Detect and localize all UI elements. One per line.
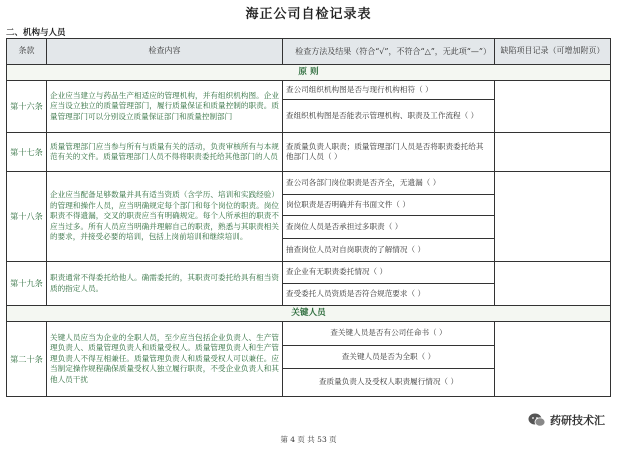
article-label: 第十八条 (7, 172, 47, 262)
category-key-personnel: 关键人员 (7, 306, 611, 322)
page-number: 第 4 页 共 53 页 (280, 435, 337, 444)
table-row (7, 322, 611, 346)
check-item: 查关键人员是否有公司任命书（ ） (283, 322, 495, 346)
check-item: 岗位职责是否明确并有书面文件（ ） (283, 195, 495, 216)
check-item: 查质量负责人职责；质量管理部门人员是否将职责委托给其他部门人员（ ） (283, 133, 495, 172)
article-content: 职责通常不得委托给他人。确需委托的，其职责可委托给具有相当资质的指定人员。 (47, 262, 283, 306)
defect-record-cell[interactable] (495, 322, 611, 397)
article-content: 企业应当配备足够数量并具有适当资质（含学历、培训和实践经验）的管理和操作人员，应当明确规定每个部门和每个岗位的职责。岗位职责不得遗漏，交叉的职责应当有明确规定。每个人所承担的职责不应当过多。所有人员应当明确并理解自己的职责，熟悉与其职责相关的要求，并接受必要的培训，包括上岗前培训和继续培训。 (47, 172, 283, 262)
check-item: 查企业有无职责委托情况（ ） (283, 262, 495, 284)
wechat-icon (528, 412, 546, 428)
article-label: 第二十条 (7, 322, 47, 397)
table-row (7, 262, 611, 284)
header-content: 检查内容 (47, 39, 283, 65)
article-content: 关键人员应当为企业的全职人员，至少应当包括企业负责人、生产管理负责人、质量管理负责人和质量受权人。质量管理负责人和生产管理负责人不得互相兼任。质量管理负责人和质量受权人可以兼任。应当制定操作规程确保质量受权人独立履行职责，不受企业负责人和其他人员干扰 (47, 322, 283, 397)
table-row (7, 81, 611, 100)
check-item: 查公司组织机构图是否与现行机构相符（ ） (283, 81, 495, 100)
inspection-table (6, 38, 611, 397)
article-content: 企业应当建立与药品生产相适应的管理机构，并有组织机构图。企业应当设立独立的质量管理部门，履行质量保证和质量控制的职责。质量管理部门可以分别设立质量保证部门和质量控制部门 (47, 81, 283, 133)
defect-record-cell[interactable] (495, 81, 611, 133)
check-item: 查受委托人员资质是否符合规范要求（ ） (283, 284, 495, 306)
defect-record-cell[interactable] (495, 133, 611, 172)
watermark-text: 药研技术汇 (550, 414, 605, 427)
table-row (7, 172, 611, 195)
table-row (7, 133, 611, 172)
category-row-key-personnel (7, 306, 611, 322)
defect-record-cell[interactable] (495, 172, 611, 262)
header-record: 缺陷项目记录（可增加附页） (495, 39, 611, 65)
table-header-row (7, 39, 611, 65)
section-heading: 二、机构与人员 (6, 28, 66, 38)
header-method: 检查方法及结果（符合“√”，不符合“△”，无此项“—”） (283, 39, 495, 65)
article-content: 质量管理部门应当参与所有与质量有关的活动，负责审核所有与本规范有关的文件。质量管理部门人员不得将职责委托给其他部门的人员 (47, 133, 283, 172)
header-article: 条款 (7, 39, 47, 65)
check-item: 查公司各部门岗位职责是否齐全，无遗漏（ ） (283, 172, 495, 195)
check-item: 查质量负责人及受权人职责履行情况（ ） (283, 369, 495, 397)
check-item: 查岗位人员是否承担过多职责（ ） (283, 216, 495, 239)
watermark-logo (528, 412, 605, 428)
check-item: 查组织机构图是否能表示管理机构、职责及工作流程（ ） (283, 100, 495, 133)
check-item: 抽查岗位人员对自岗职责的了解情况（ ） (283, 239, 495, 262)
category-row-principles (7, 65, 611, 81)
article-label: 第十七条 (7, 133, 47, 172)
defect-record-cell[interactable] (495, 262, 611, 306)
check-item: 查关键人员是否为全职（ ） (283, 346, 495, 369)
article-label: 第十六条 (7, 81, 47, 133)
article-label: 第十九条 (7, 262, 47, 306)
category-principles: 原 则 (7, 65, 611, 81)
document-title: 海正公司自检记录表 (245, 7, 372, 22)
